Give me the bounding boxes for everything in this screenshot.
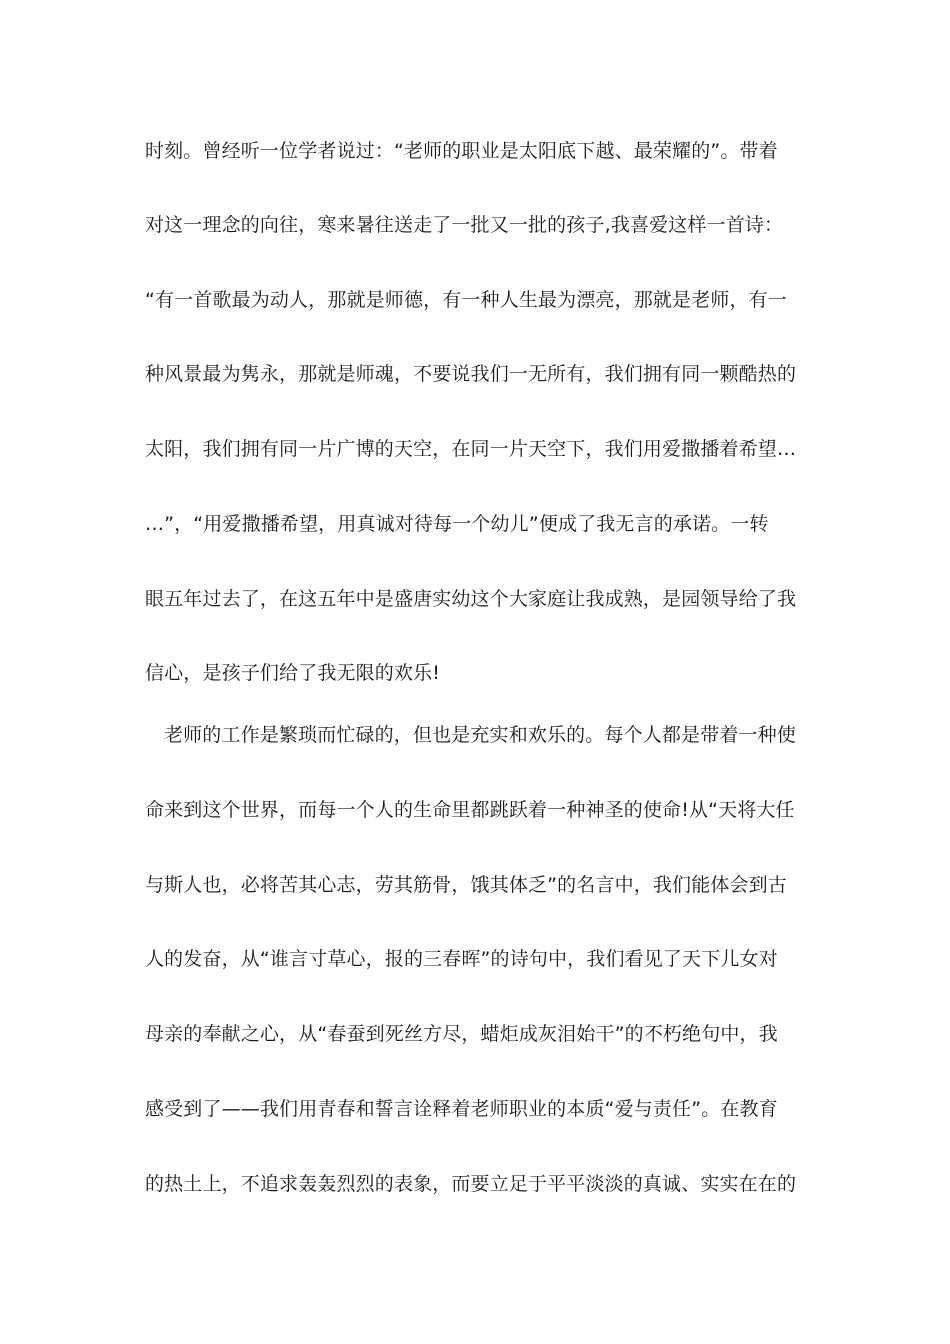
text-line: 命来到这个世界，而每一个人的生命里都跳跃着一种神圣的使命!从“天将大任 — [145, 799, 795, 821]
text-line: 感受到了——我们用青春和誓言诠释着老师职业的本质“爱与责任”。在教育 — [145, 1098, 778, 1120]
text-line: 对这一理念的向往，寒来暑往送走了一批又一批的孩子,我喜爱这样一首诗： — [145, 214, 784, 236]
text-line: …”，“用爱撒播希望，用真诚对待每一个幼儿”便成了我无言的承诺。一转 — [145, 513, 769, 535]
text-line: 人的发奋，从“谁言寸草心，报的三春晖”的诗句中，我们看见了天下儿女对 — [145, 948, 778, 970]
text-line: 的热土上，不追求轰轰烈烈的表象，而要立足于平平淡淡的真诚、实实在在的 — [145, 1173, 797, 1195]
text-line: 时刻。曾经听一位学者说过：“老师的职业是太阳底下越、最荣耀的”。带着 — [145, 140, 778, 162]
text-line: 母亲的奉献之心，从“春蚕到死丝方尽，蜡炬成灰泪始干”的不朽绝句中，我 — [145, 1023, 778, 1045]
text-line: 信心，是孩子们给了我无限的欢乐! — [145, 662, 441, 684]
text-line: 种风景最为隽永，那就是师魂，不要说我们一无所有，我们拥有同一颗酷热的 — [145, 363, 797, 385]
text-line: 与斯人也，必将苦其心志，劳其筋骨，饿其体乏”的名言中，我们能体会到古 — [145, 874, 787, 896]
text-line: “有一首歌最为动人，那就是师德，有一种人生最为漂亮，那就是老师，有一 — [145, 289, 787, 311]
text-line: 老师的工作是繁琐而忙碌的，但也是充实和欢乐的。每个人都是带着一种使 — [164, 724, 796, 746]
text-line: 眼五年过去了，在这五年中是盛唐实幼这个大家庭让我成熟，是园领导给了我 — [145, 588, 797, 610]
text-line: 太阳，我们拥有同一片广博的天空，在同一片天空下，我们用爱撒播着希望… — [145, 438, 797, 460]
